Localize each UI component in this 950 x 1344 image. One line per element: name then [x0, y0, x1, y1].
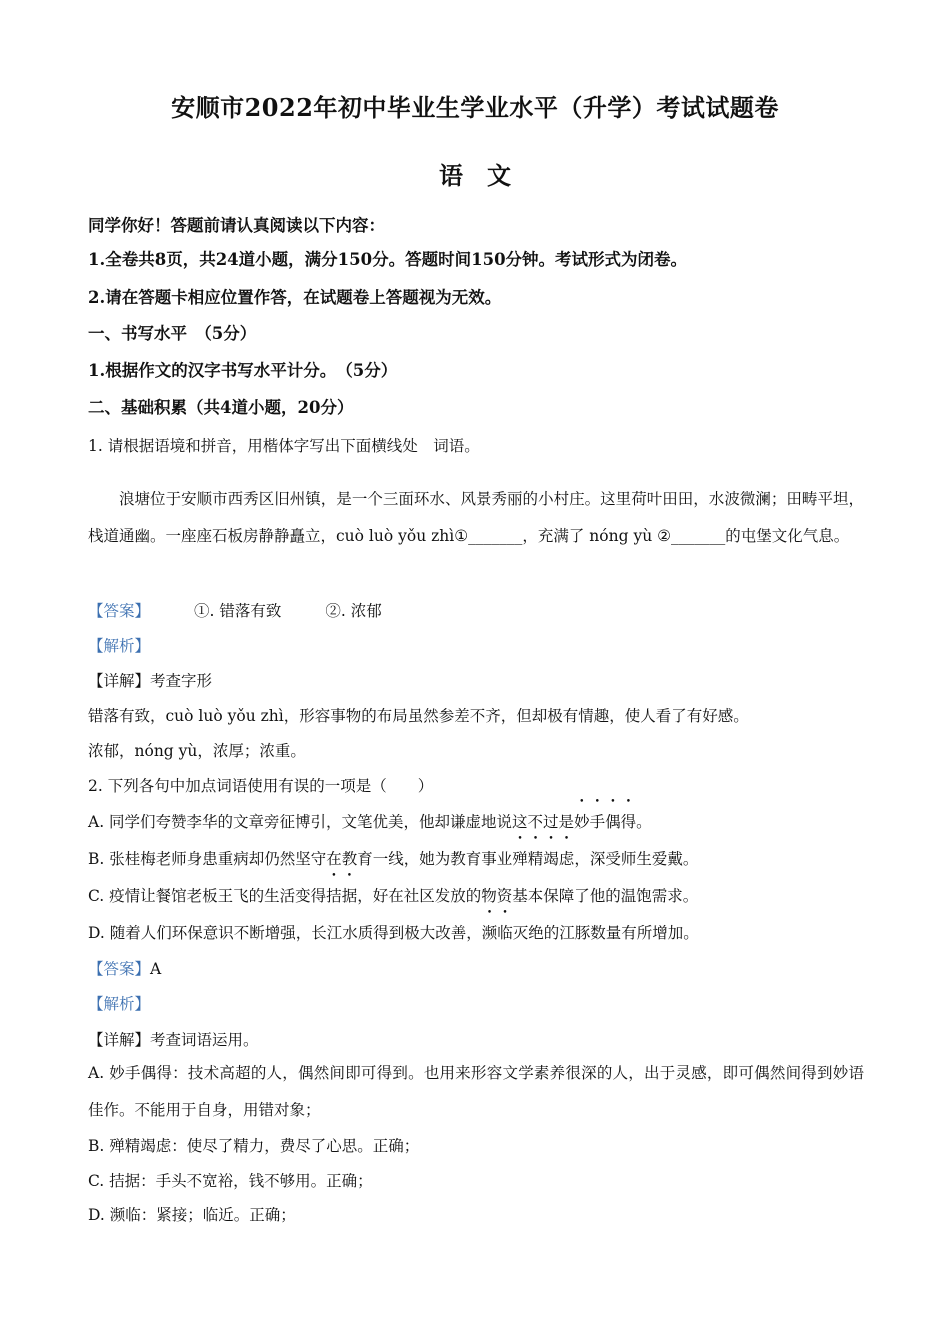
- q2-option-a: [88, 810, 863, 832]
- q2-explain-b: B. 殚精竭虑：使尽了精力，费尽了心思。正确；: [88, 1137, 420, 1155]
- instructions-item-1: 1.全卷共8页，共24道小题，满分150分。答题时间150分钟。考试形式为闭卷。: [88, 250, 688, 269]
- dotted-char: 临: [497, 924, 513, 942]
- section-1-heading: 一、书写水平 （5分）: [88, 324, 257, 343]
- dotted-char: 得: [620, 813, 637, 831]
- option-b-text: B. 张桂梅老师身患重病却仍然坚守在教育一线，她为教育事业: [88, 850, 513, 868]
- option-c-tail: ，好在社区发放的物资基本保障了他的温饱需求。: [357, 887, 699, 905]
- q1-answer-1: ①. 错落有致: [194, 602, 282, 620]
- option-c-text: C. 疫情让餐馆老板王飞的生活变得: [88, 887, 327, 905]
- instructions-greeting: 同学你好！答题前请认真阅读以下内容：: [88, 216, 385, 235]
- q2-option-c: [88, 884, 863, 906]
- q2-option-d: [88, 921, 863, 943]
- dotted-char: 偶: [605, 813, 621, 831]
- dotted-char: 妙: [574, 813, 590, 831]
- option-a-tail: 。: [636, 813, 652, 831]
- option-b-dotted-word: [512, 850, 574, 868]
- option-d-dotted-word: [482, 924, 513, 942]
- page-title: 安顺市2022年初中毕业生学业水平（升学）考试试题卷: [171, 93, 779, 122]
- option-b-tail: ，深受师生爱戴。: [574, 850, 699, 868]
- answer-tag: 【答案】: [88, 602, 151, 620]
- instructions-item-2: 2.请在答题卡相应位置作答，在试题卷上答题视为无效。: [88, 288, 502, 307]
- option-a-text: A. 同学们夸赞李华的文章旁征博引，文笔优美，他却谦虚地说这不过是: [88, 813, 575, 831]
- q1-passage: 浪塘位于安顺市西秀区旧州镇，是一个三面环水、风景秀丽的小村庄。这里荷叶田田，水波微澜；田畴平坦，栈道通幽。一座座石板房静静矗立，cuò luò yǒu zhì①_______，充满了 nóng yù ②_______的屯堡文化气息。: [88, 490, 864, 545]
- q1-detail: [88, 669, 863, 691]
- q2-option-b: [88, 847, 863, 869]
- q2-answer-value: A: [150, 960, 162, 978]
- q2-explain-a: A. 妙手偶得：技术高超的人，偶然间即可得到。也用来形容文学素养很深的人，出于灵感，即可偶然间得到妙语佳作。不能用于自身，用错对象；: [88, 1064, 864, 1119]
- option-d-text: D. 随着人们环保意识不断增强，长江水质得到极大改善，: [88, 924, 482, 942]
- detail-text: 考查词语运用。: [150, 1031, 259, 1049]
- dotted-char: 殚: [512, 850, 528, 868]
- q1-stem: 1. 请根据语境和拼音，用楷体字写出下面横线处 词语。: [88, 437, 480, 455]
- subject-title: 语 文: [439, 161, 511, 190]
- detail-text: 考查字形: [150, 672, 213, 690]
- q1-answer-2: ②. 浓郁: [325, 602, 382, 620]
- q1-explain-1: 错落有致，cuò luò yǒu zhì，形容事物的布局虽然参差不齐，但却极有情趣，使人看了有好感。: [88, 707, 749, 725]
- section-2-heading: 二、基础积累（共4道小题，20分）: [88, 398, 354, 417]
- section-1-question: 1.根据作文的汉字书写水平计分。 （5分）: [88, 361, 398, 380]
- q2-answer: [88, 957, 863, 979]
- q2-analysis-tag: 【解析】: [88, 995, 151, 1013]
- q1-explain-2: 浓郁，nóng yù，浓厚；浓重。: [88, 742, 306, 760]
- dotted-char: 竭: [543, 850, 559, 868]
- option-c-dotted-word: [326, 887, 357, 905]
- dotted-char: 濒: [481, 924, 498, 942]
- q1-analysis-tag: 【解析】: [88, 637, 151, 655]
- option-a-dotted-word: [574, 813, 636, 831]
- dotted-char: 精: [527, 850, 544, 868]
- q1-answer: [88, 599, 863, 621]
- q2-explain-c: C. 拮据：手头不宽裕，钱不够用。正确；: [88, 1172, 373, 1190]
- dotted-char: 据: [341, 887, 358, 905]
- answer-tag: 【答案】: [88, 960, 151, 978]
- dotted-char: 拮: [326, 887, 342, 905]
- q2-stem: 2. 下列各句中加点词语使用有误的一项是（ ）: [88, 777, 434, 795]
- option-d-tail: 灭绝的江豚数量有所增加。: [512, 924, 699, 942]
- dotted-char: 虑: [558, 850, 575, 868]
- q2-explain-d: D. 濒临：紧接；临近。正确；: [88, 1206, 296, 1224]
- q2-detail: [88, 1028, 863, 1050]
- dotted-char: 手: [589, 813, 606, 831]
- detail-tag: 【详解】: [88, 672, 151, 690]
- detail-tag: 【详解】: [88, 1031, 151, 1049]
